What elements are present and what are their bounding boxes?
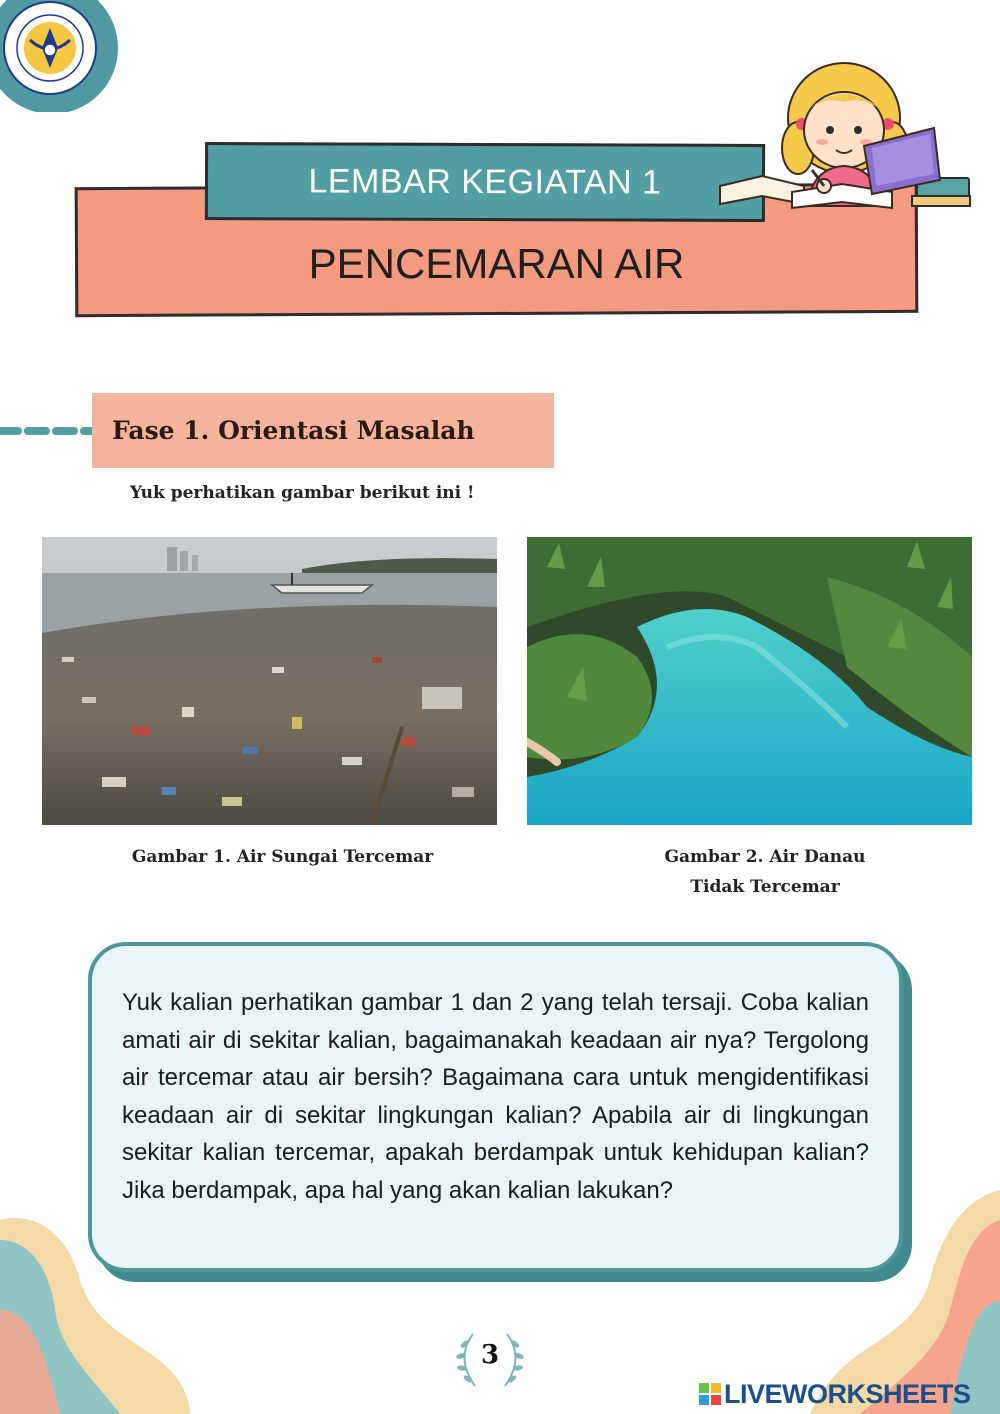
liveworksheets-watermark — [698, 1378, 971, 1410]
activity-label: LEMBAR KEGIATAN 1 — [308, 161, 662, 202]
page-number: 3 — [480, 1340, 500, 1370]
liveworksheets-logo-icon — [698, 1382, 722, 1406]
polluted-river-photo — [42, 537, 497, 825]
university-logo — [0, 0, 120, 112]
question-box — [88, 942, 903, 1272]
clean-lake-photo — [527, 537, 972, 825]
figure-1-caption: Gambar 1. Air Sungai Tercemar — [131, 847, 434, 867]
intro-text: Yuk perhatikan gambar berikut ini ! — [130, 483, 475, 503]
figure-2-caption-line-1: Gambar 2. Air Danau — [664, 847, 866, 867]
figure-2-caption — [620, 842, 910, 902]
figure-2-caption-line-2: Tidak Tercemar — [690, 877, 840, 897]
watermark-text: LIVEWORKSHEETS — [724, 1378, 971, 1409]
phase-label: Fase 1. Orientasi Masalah — [112, 416, 475, 445]
topic-title: PENCEMARAN AIR — [308, 240, 685, 287]
question-text: Yuk kalian perhatikan gambar 1 dan 2 yang telah tersaji. Coba kalian amati air di sekitar kalian, bagaimanakah keadaan air nya? Tergolong air tercemar atau air bersih? Bagaimana cara untuk mengidentifikasi keadaan air di sekitar lingkungan kalian? Apabila air di lingkungan sekitar kalian tercemar, apakah berdampak untuk kehidupan kalian? Jika berdampak, apa hal yang akan kalian lakukan? — [122, 989, 869, 1204]
dashed-connector — [0, 426, 95, 436]
phase-header — [92, 393, 554, 468]
girl-reading-illustration — [712, 58, 974, 220]
activity-banner — [205, 142, 765, 222]
